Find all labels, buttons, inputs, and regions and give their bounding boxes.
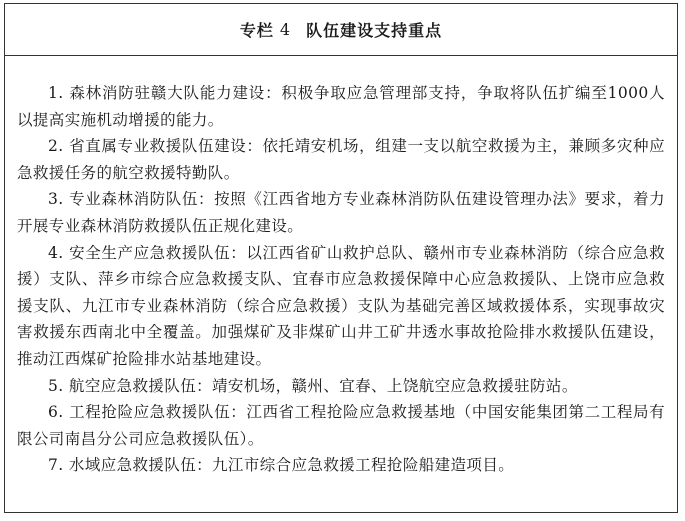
list-item: 1. 森林消防驻赣大队能力建设：积极争取应急管理部支持，争取将队伍扩编至1000人以提高实施机动增援的能力。 bbox=[17, 84, 665, 129]
list-item: 4. 安全生产应急救援队伍：以江西省矿山救护总队、赣州市专业森林消防（综合应急救援）支队、萍乡市综合应急救援支队、宜春市应急救援保障中心应急救援队、上饶市应急救援支队、九江市专业森林消防（综合应急救援）支队为基础完善区域救援体系，实现事故灾害救援东西南北中全覆盖。加强煤矿及非煤矿山井工矿井透水事故抢险排水救援队伍建设，推动江西煤矿抢险排水站基地建设。 bbox=[17, 243, 665, 368]
list-item: 7. 水域应急救援队伍：九江市综合应急救援工程抢险船建造项目。 bbox=[48, 456, 515, 475]
list-item: 2. 省直属专业救援队伍建设：依托靖安机场，组建一支以航空救援为主，兼顾多灾种应急救援任务的航空救援特勤队。 bbox=[17, 137, 665, 182]
list-item: 3. 专业森林消防队伍：按照《江西省地方专业森林消防队伍建设管理办法》要求，着力开展专业森林消防救援队伍正规化建设。 bbox=[17, 190, 665, 235]
box-header bbox=[5, 4, 677, 56]
list-item: 5. 航空应急救援队伍：靖安机场，赣州、宜春、上饶航空应急救援驻防站。 bbox=[48, 376, 578, 395]
sidebar-box bbox=[4, 3, 678, 513]
box-number: 4 bbox=[279, 20, 291, 39]
box-title: 队伍建设支持重点 bbox=[306, 21, 443, 40]
box-label: 专栏 bbox=[239, 21, 274, 40]
list-item: 6. 工程抢险应急救援队伍：江西省工程抢险应急救援基地（中国安能集团第二工程局有限公司南昌分公司应急救援队伍）。 bbox=[17, 403, 665, 448]
box-content bbox=[5, 56, 677, 479]
